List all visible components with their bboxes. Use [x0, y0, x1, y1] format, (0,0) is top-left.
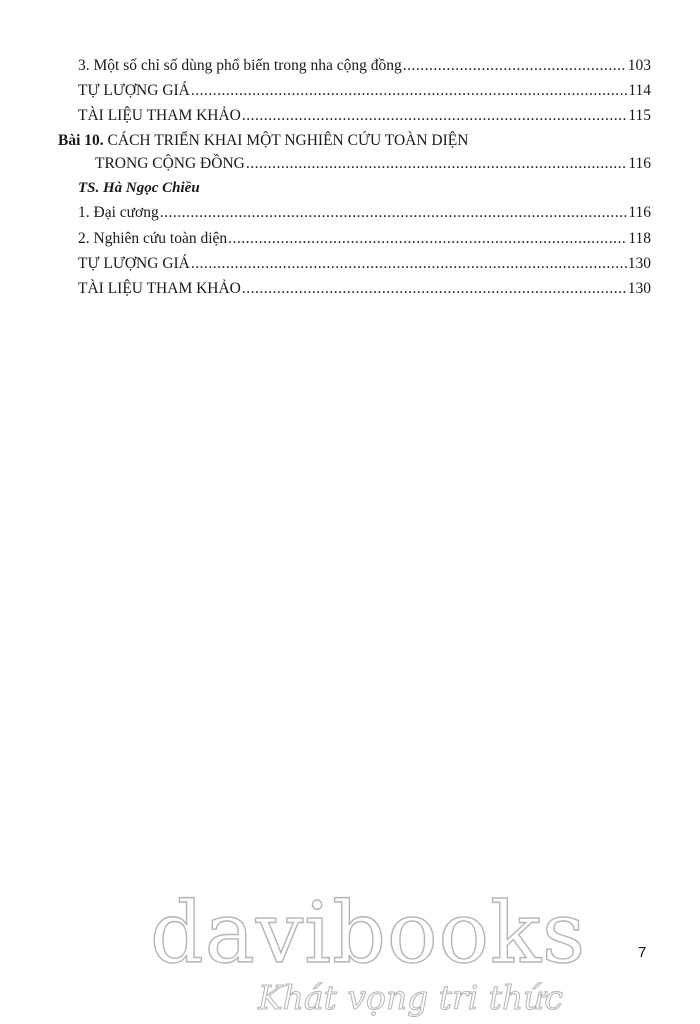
toc-entry-page: 116	[628, 155, 651, 172]
toc-entry-page: 118	[628, 230, 651, 247]
toc-leader-dots	[242, 106, 627, 126]
toc-entry-page: 130	[627, 255, 651, 272]
lesson-title-line1: CÁCH TRIỂN KHAI MỘT NGHIÊN CỨU TOÀN DIỆN	[107, 132, 469, 149]
toc-entry-page: 130	[627, 280, 651, 297]
toc-leader-dots	[228, 229, 627, 249]
toc-entry-label: TỰ LƯỢNG GIÁ	[78, 82, 190, 99]
toc-leader-dots	[246, 154, 627, 174]
toc-leader-dots	[403, 56, 627, 76]
lesson-title-line2: TRONG CỘNG ĐỒNG	[95, 155, 245, 172]
toc-entry-label: 1. Đại cương	[78, 204, 159, 221]
toc-entry-page: 114	[628, 82, 651, 99]
toc-entry[interactable]	[78, 106, 651, 126]
toc-entry-label: TÀI LIỆU THAM KHẢO	[78, 107, 241, 124]
toc-entry[interactable]	[78, 81, 651, 101]
toc-leader-dots	[191, 81, 627, 101]
lesson-title-entry[interactable]	[95, 154, 651, 174]
toc-entry[interactable]	[78, 56, 651, 76]
watermark-brand: davibooks	[150, 884, 587, 982]
toc-entry-page: 103	[627, 57, 651, 74]
lesson-heading[interactable]	[58, 131, 468, 151]
toc-entry-page: 116	[628, 204, 651, 221]
toc-entry-label: TÀI LIỆU THAM KHẢO	[78, 280, 241, 297]
watermark-tagline: Khát vọng tri thức	[258, 978, 564, 1017]
toc-entry-label: 2. Nghiên cứu toàn diện	[78, 230, 228, 247]
toc-leader-dots	[191, 254, 627, 274]
toc-entry-label: 3. Một số chỉ số dùng phổ biến trong nha cộng đồng	[78, 57, 402, 74]
toc-entry[interactable]	[78, 254, 651, 274]
page-number: 7	[638, 944, 647, 961]
toc-leader-dots	[160, 203, 628, 223]
toc-entry[interactable]	[78, 203, 651, 223]
lesson-number: Bài 10.	[58, 132, 104, 149]
toc-leader-dots	[242, 279, 627, 299]
toc-entry-label: TỰ LƯỢNG GIÁ	[78, 255, 190, 272]
toc-entry-page: 115	[628, 107, 651, 124]
toc-entry[interactable]	[78, 279, 651, 299]
toc-entry[interactable]	[78, 229, 651, 249]
lesson-author: TS. Hà Ngọc Chiều	[78, 180, 200, 196]
